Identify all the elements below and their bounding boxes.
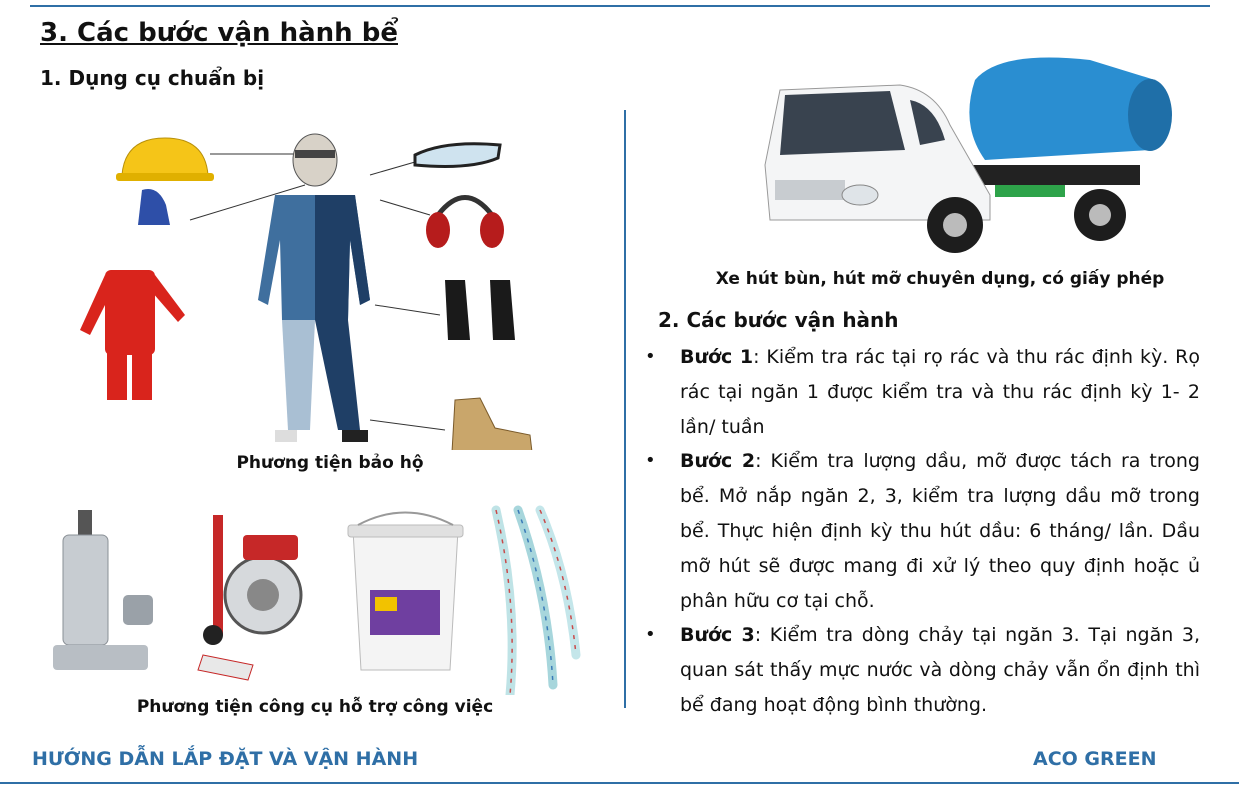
tools-illustration — [48, 505, 593, 695]
step-text: : Kiểm tra dòng chảy tại ngăn 3. Tại ngăn 3, quan sát thấy mực nước và dòng chảy vẫn ổn định thì bể đang hoạt động bình thường. — [680, 624, 1200, 716]
submersible-pump-icon — [53, 510, 153, 670]
list-item — [645, 444, 1200, 618]
safety-boot-icon — [452, 398, 532, 450]
hard-hat-icon — [116, 138, 214, 181]
list-item — [645, 618, 1200, 722]
steps-list — [645, 340, 1200, 723]
page-title: 3. Các bước vận hành bể — [40, 18, 398, 48]
list-item — [645, 340, 1200, 444]
step-label: Bước 3 — [680, 624, 755, 647]
gloves-icon — [445, 280, 515, 340]
safety-glasses-icon — [415, 144, 500, 167]
section-heading-tools: 1. Dụng cụ chuẩn bị — [40, 66, 265, 90]
top-rule — [30, 5, 1210, 7]
worker-figure — [258, 134, 370, 442]
caption-truck: Xe hút bùn, hút mỡ chuyên dụng, có giấy phép — [715, 269, 1165, 289]
caption-ppe: Phương tiện bảo hộ — [236, 453, 424, 473]
footer-title: HƯỚNG DẪN LẮP ĐẶT VÀ VẬN HÀNH — [32, 748, 419, 770]
hood-icon — [138, 189, 170, 225]
coverall-icon — [80, 270, 185, 400]
truck-icon — [765, 58, 1172, 254]
step-label: Bước 2 — [680, 450, 756, 473]
column-divider — [624, 110, 626, 708]
bottom-rule — [0, 782, 1239, 784]
step-label: Bước 1 — [680, 346, 754, 368]
ppe-illustration — [70, 130, 540, 450]
drain-cleaner-icon — [198, 515, 301, 680]
section-heading-steps: 2. Các bước vận hành — [658, 308, 899, 332]
step-text: : Kiểm tra rác tại rọ rác và thu rác định kỳ. Rọ rác tại ngăn 1 được kiểm tra và thu rác định kỳ 1- 2 lần/ tuần — [680, 346, 1200, 438]
earmuffs-icon — [426, 198, 504, 249]
footer-brand: ACO GREEN — [1033, 748, 1157, 770]
hose-icon — [496, 510, 576, 695]
vacuum-truck-illustration — [760, 45, 1180, 260]
step-text: : Kiểm tra lượng dầu, mỡ được tách ra trong bể. Mở nắp ngăn 2, 3, kiểm tra lượng dầu mỡ trong bể. Thực hiện định kỳ thu hút dầu: 6 tháng/ lần. Dầu mỡ hút sẽ được mang đi xử lý theo quy định hoặc ủ phân hữu cơ tại chỗ. — [680, 450, 1200, 612]
chemical-bucket-icon — [348, 513, 463, 671]
caption-tools: Phương tiện công cụ hỗ trợ công việc — [136, 697, 494, 717]
